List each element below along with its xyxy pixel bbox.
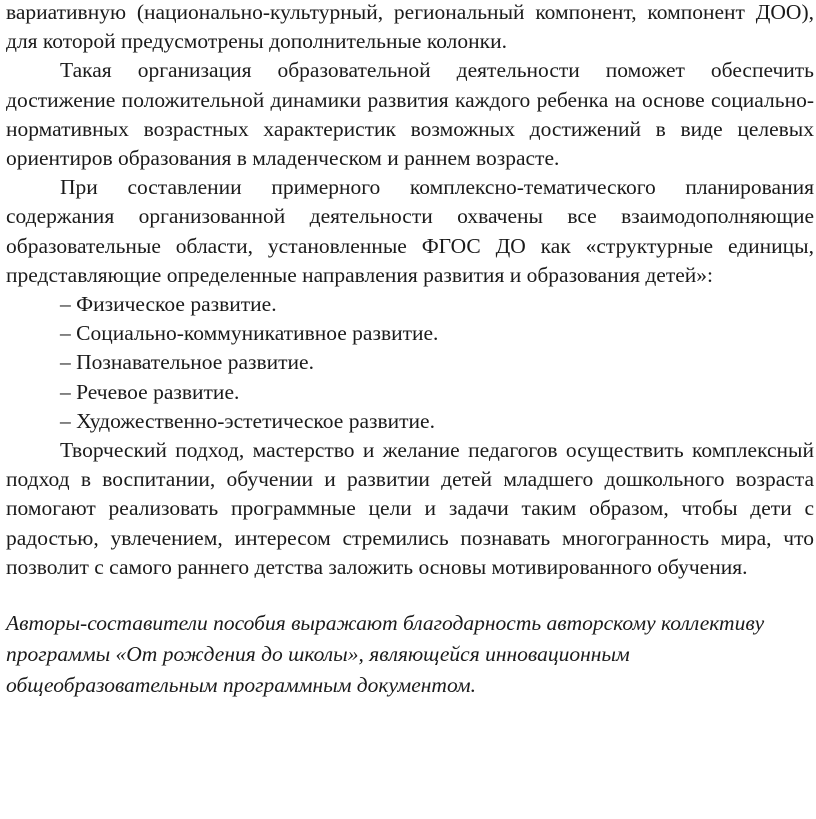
- educational-areas-list: [6, 290, 814, 436]
- paragraph-organization: Такая организация образовательной деятельности поможет обеспечить достижение положительной динамики развития каждого ребенка на основе социально-нормативных возрастных характеристик возможных достижений в виде целевых ориентиров образования в младенческом и раннем возрасте.: [6, 58, 814, 171]
- paragraph-continuation: вариативную (национально-культурный, региональный компонент, компонент ДОО), для которой предусмотрены дополнительные колонки.: [6, 0, 814, 54]
- list-item: – Познавательное развитие.: [60, 350, 314, 375]
- acknowledgement-note: Авторы-составители пособия выражают благодарность авторскому коллективу программы «От рождения до школы», являющейся инновационным общеобразовательным программным документом.: [6, 611, 765, 698]
- paragraph-creative-approach: Творческий подход, мастерство и желание педагогов осуществить комплексный подход в воспитании, обучении и развитии детей младшего дошкольного возраста помогают реализовать программные цели и задачи таким образом, чтобы дети с радостью, увлечением, интересом стремились познавать многогранность мира, что позволит с самого раннего детства заложить основы мотивированного обучения.: [6, 438, 814, 579]
- list-item: – Речевое развитие.: [60, 379, 240, 404]
- list-item: – Физическое развитие.: [60, 292, 277, 317]
- paragraph-planning: При составлении примерного комплексно-тематического планирования содержания организованной деятельности охвачены все взаимодополняющие образовательные области, установленные ФГОС ДО как «структурные единицы, представляющие определенные направления развития и образования детей»:: [6, 175, 814, 287]
- list-item: – Социально-коммуникативное развитие.: [60, 321, 439, 346]
- list-item: – Художественно-эстетическое развитие.: [60, 408, 435, 433]
